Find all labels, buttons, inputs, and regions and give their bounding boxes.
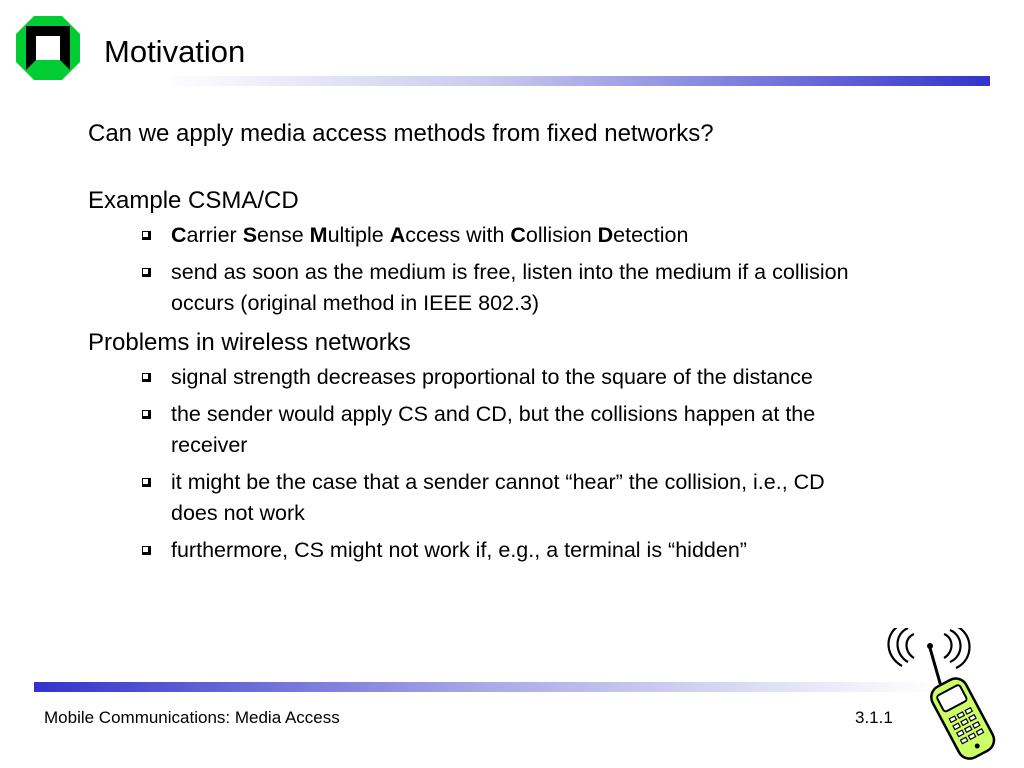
list-item xyxy=(88,399,871,461)
list-item xyxy=(88,220,871,251)
csma-cd-bullet-list xyxy=(88,220,968,319)
bullet-text: signal strength decreases proportional to the square of the distance xyxy=(171,365,813,389)
list-item xyxy=(88,535,871,566)
section-heading-wireless-problems: Problems in wireless networks xyxy=(88,329,411,356)
wireless-problems-bullet-list xyxy=(88,362,968,566)
bullet-text: furthermore, CS might not work if, e.g., a terminal is “hidden” xyxy=(171,538,747,562)
list-item xyxy=(88,257,871,319)
list-item xyxy=(88,362,871,393)
university-logo-icon xyxy=(16,16,80,80)
square-bullet-icon xyxy=(142,410,151,419)
square-bullet-icon xyxy=(142,478,151,487)
list-item xyxy=(88,467,871,529)
section-heading-csma-cd: Example CSMA/CD xyxy=(88,187,299,214)
square-bullet-icon xyxy=(142,373,151,382)
bullet-text: it might be the case that a sender cannot “hear” the collision, i.e., CD does not work xyxy=(171,470,825,525)
page-title: Motivation xyxy=(104,34,246,69)
intro-question: Can we apply media access methods from fixed networks? xyxy=(88,120,714,147)
square-bullet-icon xyxy=(142,231,151,240)
slide-content xyxy=(88,116,968,572)
slide-number: 3.1.1 xyxy=(855,708,893,727)
bullet-text: the sender would apply CS and CD, but the collisions happen at the receiver xyxy=(171,402,816,457)
footer-course-title: Mobile Communications: Media Access xyxy=(44,708,340,727)
acronym-expansion: Carrier Sense Multiple Access with Collision Detection xyxy=(171,223,689,247)
bullet-text: send as soon as the medium is free, listen into the medium if a collision occurs (original method in IEEE 802.3) xyxy=(171,260,849,315)
mobile-phone-icon xyxy=(880,628,1010,760)
title-underline-bar xyxy=(160,76,990,86)
square-bullet-icon xyxy=(142,546,151,555)
square-bullet-icon xyxy=(142,268,151,277)
footer-divider-bar xyxy=(34,682,936,692)
